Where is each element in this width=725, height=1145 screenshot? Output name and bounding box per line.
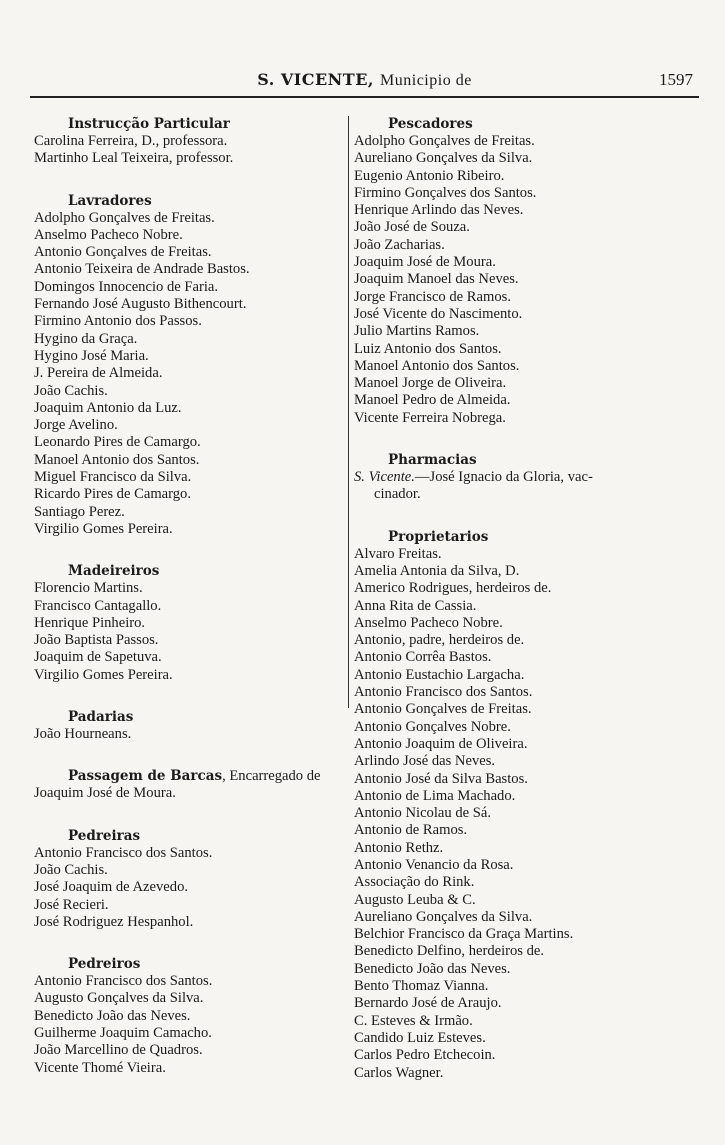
section-title-text: Pedreiras — [68, 827, 141, 844]
list-entry: Benedicto João das Neves. — [354, 960, 511, 977]
list-entry: Joaquim José de Moura. — [34, 785, 176, 802]
list-entry: Belchior Francisco da Graça Martins. — [354, 926, 574, 943]
list-entry: Ricardo Pires de Camargo. — [34, 486, 191, 503]
list-entry: Aureliano Gonçalves da Silva. — [354, 908, 533, 925]
list-entry: Adolpho Gonçalves de Freitas. — [34, 209, 215, 226]
list-entry: Manoel Antonio dos Santos. — [34, 451, 200, 468]
list-entry: Associação do Rink. — [354, 874, 475, 891]
list-entry: Antonio Joaquim de Oliveira. — [354, 735, 528, 752]
list-entry: Arlindo José das Neves. — [354, 753, 496, 770]
section-title — [34, 563, 346, 580]
right-section — [354, 452, 672, 504]
section-title-text: Padarias — [68, 709, 134, 726]
section-title — [34, 768, 346, 785]
list-entry: Americo Rodrigues, herdeiros de. — [354, 580, 552, 597]
list-entry: Antonio Gonçalves de Freitas. — [34, 244, 212, 261]
list-entry: José Joaquim de Azevedo. — [34, 879, 189, 896]
section-title-text: Madeireiros — [68, 563, 160, 580]
list-entry: Joaquim Antonio da Luz. — [34, 399, 182, 416]
list-entry: José Vicente do Nascimento. — [354, 305, 523, 322]
list-entry: Antonio Nicolau de Sá. — [354, 805, 491, 822]
list-entry: Bernardo José de Araujo. — [354, 995, 502, 1012]
page-header — [30, 68, 699, 98]
section-title-note: , Encarregado de — [222, 768, 321, 785]
section-title-text: Instrucção Particular — [68, 116, 230, 132]
list-entry: João Zacharias. — [354, 236, 445, 253]
header-place: S. VICENTE, — [257, 70, 374, 89]
list-entry: Adolpho Gonçalves de Freitas. — [354, 133, 535, 149]
list-entry: Anna Rita de Cassia. — [354, 597, 477, 614]
list-entry: João Hourneans. — [34, 726, 132, 743]
left-section — [34, 563, 346, 684]
list-entry: Henrique Pinheiro. — [34, 614, 146, 631]
list-entry: Antonio Venancio da Rosa. — [354, 856, 514, 873]
list-entry: Eugenio Antonio Ribeiro. — [354, 167, 505, 184]
left-section — [34, 768, 346, 802]
section-title-text: Lavradores — [68, 192, 152, 209]
list-entry: Joaquim Manoel das Neves. — [354, 271, 519, 288]
list-entry: Hygino da Graça. — [34, 330, 138, 347]
right-section — [354, 116, 672, 427]
list-entry: Joaquim de Sapetuva. — [34, 649, 162, 666]
list-entry: Francisco Cantagallo. — [34, 597, 162, 614]
list-entry: Carlos Wagner. — [354, 1064, 444, 1081]
list-entry: Vicente Ferreira Nobrega. — [354, 409, 506, 426]
list-entry: Antonio Rethz. — [354, 839, 444, 856]
list-entry: Antonio Gonçalves de Freitas. — [354, 701, 532, 718]
left-section — [34, 116, 346, 168]
list-entry: Antonio Corrêa Bastos. — [354, 649, 492, 666]
section-title — [354, 116, 672, 133]
section-title — [34, 828, 346, 845]
left-section — [34, 828, 346, 931]
section-title — [34, 956, 346, 973]
list-entry: Martinho Leal Teixeira, professor. — [34, 150, 234, 167]
list-entry: Luiz Antonio dos Santos. — [354, 340, 502, 357]
list-entry: Manoel Jorge de Oliveira. — [354, 375, 507, 392]
list-entry: Jorge Avelino. — [34, 417, 118, 434]
left-section — [34, 709, 346, 743]
list-entry: João Marcellino de Quadros. — [34, 1042, 203, 1059]
list-entry: João Baptista Passos. — [34, 632, 159, 649]
list-entry: Hygino José Maria. — [34, 347, 149, 364]
list-entry: Augusto Leuba & C. — [354, 891, 476, 908]
list-entry: Carolina Ferreira, D., professora. — [34, 133, 228, 149]
list-entry: Leonardo Pires de Camargo. — [34, 434, 201, 451]
list-entry: Augusto Gonçalves da Silva. — [34, 990, 204, 1007]
list-entry: C. Esteves & Irmão. — [354, 1012, 473, 1029]
list-entry: Carlos Pedro Etchecoin. — [354, 1047, 496, 1064]
list-entry: Antonio Francisco dos Santos. — [34, 973, 213, 990]
header-municipality: Municipio de — [380, 72, 472, 89]
section-title-text: Pescadores — [388, 116, 473, 132]
list-entry: Anselmo Pacheco Nobre. — [34, 226, 183, 243]
list-entry: Manoel Pedro de Almeida. — [354, 392, 511, 409]
left-section — [34, 193, 346, 539]
list-entry: Alvaro Freitas. — [354, 545, 442, 562]
list-entry: Jorge Francisco de Ramos. — [354, 288, 511, 305]
section-title — [34, 116, 346, 133]
list-entry: Manoel Antonio dos Santos. — [354, 357, 520, 374]
section-title-text: Pedreiros — [68, 956, 141, 973]
header-title — [30, 70, 699, 90]
list-entry: Antonio de Lima Machado. — [354, 787, 516, 804]
list-entry: Antonio Francisco dos Santos. — [34, 844, 213, 861]
list-entry: Antonio de Ramos. — [354, 822, 468, 839]
list-entry: João Cachis. — [34, 382, 108, 399]
pharmacy-text: —José Ignacio da Gloria, vac- — [414, 469, 593, 486]
list-entry: Henrique Arlindo das Neves. — [354, 202, 524, 219]
list-entry: Candido Luiz Esteves. — [354, 1029, 486, 1046]
list-entry: Guilherme Joaquim Camacho. — [34, 1024, 212, 1041]
list-entry: Vicente Thomé Vieira. — [34, 1059, 166, 1076]
list-entry: Antonio Eustachio Largacha. — [354, 666, 525, 683]
list-entry: Santiago Perez. — [34, 503, 125, 520]
list-entry: Firmino Antonio dos Passos. — [34, 313, 202, 330]
column-divider — [348, 116, 349, 708]
list-entry: Joaquim José de Moura. — [354, 254, 496, 271]
section-title — [354, 529, 672, 546]
pharmacy-place: S. Vicente. — [354, 469, 415, 486]
section-title-text: Proprietarios — [388, 528, 489, 545]
right-section — [354, 529, 672, 1082]
section-title-text: Passagem de Barcas — [68, 768, 223, 785]
list-entry: João José de Souza. — [354, 219, 470, 236]
right-column — [354, 116, 672, 1107]
list-entry: João Cachis. — [34, 861, 108, 878]
list-entry: Antonio Teixeira de Andrade Bastos. — [34, 261, 250, 278]
list-entry: Firmino Gonçalves dos Santos. — [354, 184, 537, 201]
list-entry: Julio Martins Ramos. — [354, 323, 480, 340]
list-entry: Antonio Gonçalves Nobre. — [354, 718, 511, 735]
list-entry: J. Pereira de Almeida. — [34, 365, 163, 382]
page-number: 1597 — [659, 70, 693, 89]
list-entry: José Rodriguez Hespanhol. — [34, 913, 194, 930]
list-entry: Florencio Martins. — [34, 580, 143, 597]
pharmacy-entry-continuation: cinador. — [374, 486, 421, 503]
section-title — [34, 193, 346, 210]
left-column — [34, 116, 346, 1102]
section-title — [34, 709, 346, 726]
section-title — [354, 452, 672, 469]
left-section — [34, 956, 346, 1077]
list-entry: Bento Thomaz Vianna. — [354, 978, 489, 995]
list-entry: José Recieri. — [34, 896, 109, 913]
section-title-text: Pharmacias — [388, 452, 477, 469]
list-entry: Antonio, padre, herdeiros de. — [354, 632, 525, 649]
list-entry: Miguel Francisco da Silva. — [34, 469, 192, 486]
list-entry: Benedicto Delfino, herdeiros de. — [354, 943, 545, 960]
list-entry: Antonio José da Silva Bastos. — [354, 770, 528, 787]
pharmacy-entry — [354, 469, 672, 486]
list-entry: Amelia Antonia da Silva, D. — [354, 562, 520, 579]
list-entry: Anselmo Pacheco Nobre. — [354, 614, 503, 631]
list-entry: Virgilio Gomes Pereira. — [34, 520, 173, 537]
list-entry: Antonio Francisco dos Santos. — [354, 684, 533, 701]
list-entry: Virgilio Gomes Pereira. — [34, 666, 173, 683]
list-entry: Aureliano Gonçalves da Silva. — [354, 150, 533, 167]
list-entry: Benedicto João das Neves. — [34, 1007, 191, 1024]
list-entry: Fernando José Augusto Bithencourt. — [34, 296, 247, 313]
list-entry: Domingos Innocencio de Faria. — [34, 278, 218, 295]
